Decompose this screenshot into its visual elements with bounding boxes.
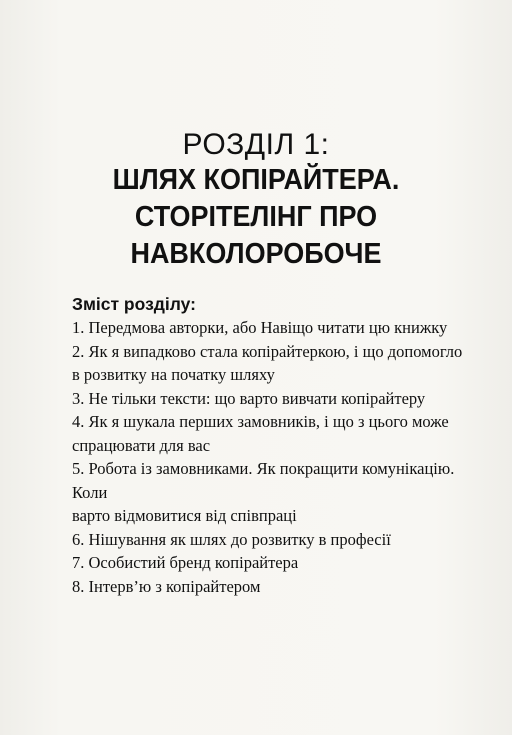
contents-list	[72, 316, 472, 598]
contents-item-5	[72, 457, 472, 528]
item-text-line: Не тільки тексти: що варто вивчати копірайтеру	[88, 388, 426, 408]
chapter-title-line-3: НАВКОЛОРОБОЧЕ	[130, 238, 382, 270]
item-number: 3.	[72, 388, 85, 408]
contents-item-3	[72, 387, 472, 411]
contents-item-8	[72, 575, 472, 599]
chapter-number: РОЗДІЛ 1:	[182, 128, 330, 161]
contents-heading: Зміст розділу:	[72, 294, 196, 314]
item-number: 8.	[72, 576, 85, 596]
item-text-line: Особистий бренд копірайтера	[88, 553, 299, 572]
item-text-line: варто відмовитися від співпраці	[72, 506, 297, 525]
item-text-line: Як я випадково стала копірайтеркою, і що допомогло	[88, 341, 463, 361]
contents-item-6	[72, 528, 472, 552]
contents-item-7	[72, 551, 472, 575]
chapter-title-line-2: СТОРІТЕЛІНГ ПРО	[134, 201, 378, 233]
item-number: 7.	[72, 553, 85, 572]
item-text-line: Нішування як шлях до розвитку в професії	[88, 529, 391, 549]
item-text-line: спрацювати для вас	[72, 435, 211, 455]
item-text-line: Інтерв’ю з копірайтером	[88, 576, 261, 596]
contents-item-4	[72, 410, 472, 457]
chapter-title	[18, 162, 494, 273]
contents-item-2	[72, 340, 472, 387]
item-number: 4.	[72, 412, 85, 431]
contents-item-1	[72, 316, 472, 340]
item-text-line: Як я шукала перших замовників, і що з цього може	[88, 412, 449, 431]
item-number: 2.	[72, 341, 85, 361]
chapter-contents	[72, 292, 472, 598]
item-number: 1.	[72, 318, 85, 337]
item-number: 5.	[72, 459, 85, 478]
item-text-line: Передмова авторки, або Навіщо читати цю книжку	[88, 318, 448, 337]
item-text-line: Робота із замовниками. Як покращити комунікацію. Коли	[72, 459, 455, 502]
chapter-title-line-1: ШЛЯХ КОПІРАЙТЕРА.	[112, 164, 400, 196]
item-text-line: в розвитку на початку шляху	[72, 365, 275, 384]
item-number: 6.	[72, 529, 85, 549]
